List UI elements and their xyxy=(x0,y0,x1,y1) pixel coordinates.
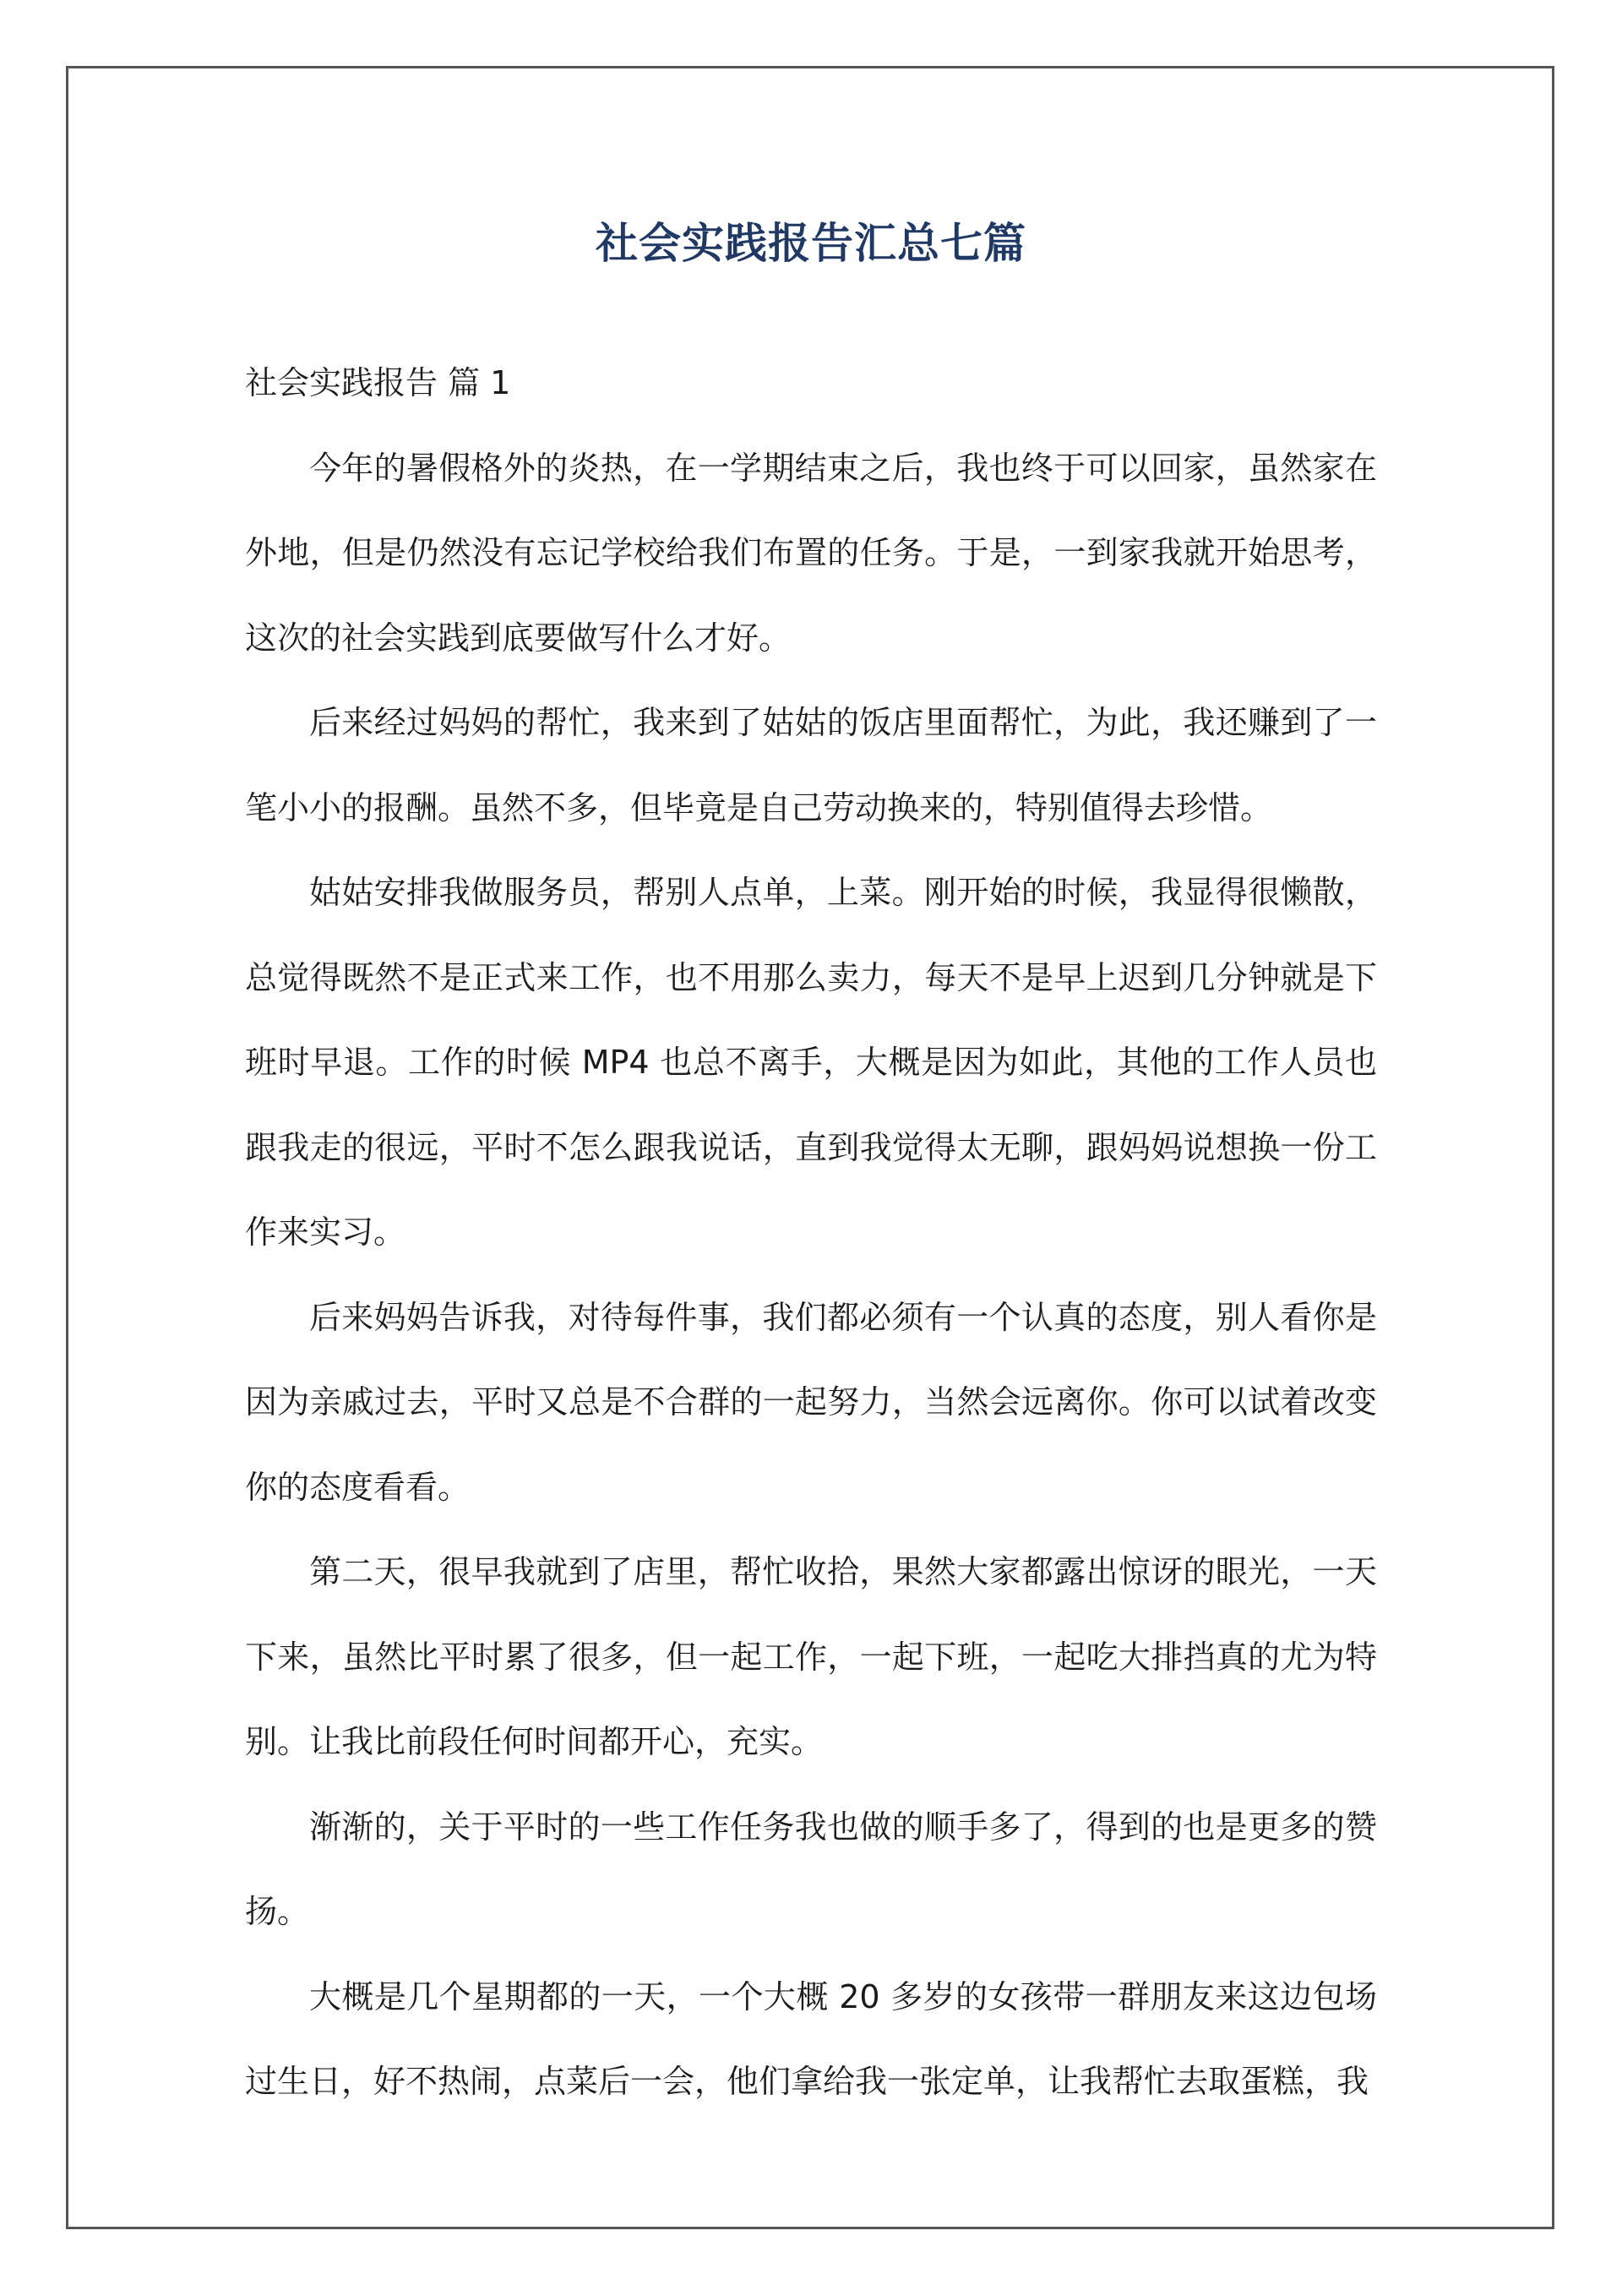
paragraph-4: 后来妈妈告诉我，对待每件事，我们都必须有一个认真的态度，别人看你是因为亲戚过去，平时又总是不合群的一起努力，当然会远离你。你可以试着改变你的态度看看。 xyxy=(245,1298,1377,1506)
paragraph-2: 后来经过妈妈的帮忙，我来到了姑姑的饭店里面帮忙，为此，我还赚到了一笔小小的报酬。虽然不多，但毕竟是自己劳动换来的，特别值得去珍惜。 xyxy=(245,704,1377,826)
paragraph-6: 渐渐的，关于平时的一些工作任务我也做的顺手多了，得到的也是更多的赞扬。 xyxy=(245,1808,1377,1930)
paragraph-3: 姑姑安排我做服务员，帮别人点单，上菜。刚开始的时候，我显得很懒散，总觉得既然不是正式来工作，也不用那么卖力，每天不是早上迟到几分钟就是下班时早退。工作的时候 MP4 也总不离手，大概是因为如此，其他的工作人员也跟我走的很远，平时不怎么跟我说话，直到我觉得太无聊，跟妈妈说想换一份工作来实习。 xyxy=(245,874,1377,1251)
paragraph-7: 大概是几个星期都的一天，一个大概 20 多岁的女孩带一群朋友来这边包场过生日，好不热闹，点菜后一会，他们拿给我一张定单，让我帮忙去取蛋糕，我 xyxy=(245,1977,1377,2100)
section-heading: 社会实践报告 篇 1 xyxy=(245,364,511,401)
paragraph-5: 第二天，很早我就到了店里，帮忙收拾，果然大家都露出惊讶的眼光，一天下来，虽然比平时累了很多，但一起工作，一起下班，一起吃大排挡真的尤为特别。让我比前段任何时间都开心，充实。 xyxy=(245,1553,1377,1760)
document-body xyxy=(245,341,1377,2124)
document-title: 社会实践报告汇总七篇 xyxy=(596,219,1026,268)
paragraph-1: 今年的暑假格外的炎热，在一学期结束之后，我也终于可以回家，虽然家在外地，但是仍然没有忘记学校给我们布置的任务。于是，一到家我就开始思考，这次的社会实践到底要做写什么才好。 xyxy=(245,449,1377,657)
